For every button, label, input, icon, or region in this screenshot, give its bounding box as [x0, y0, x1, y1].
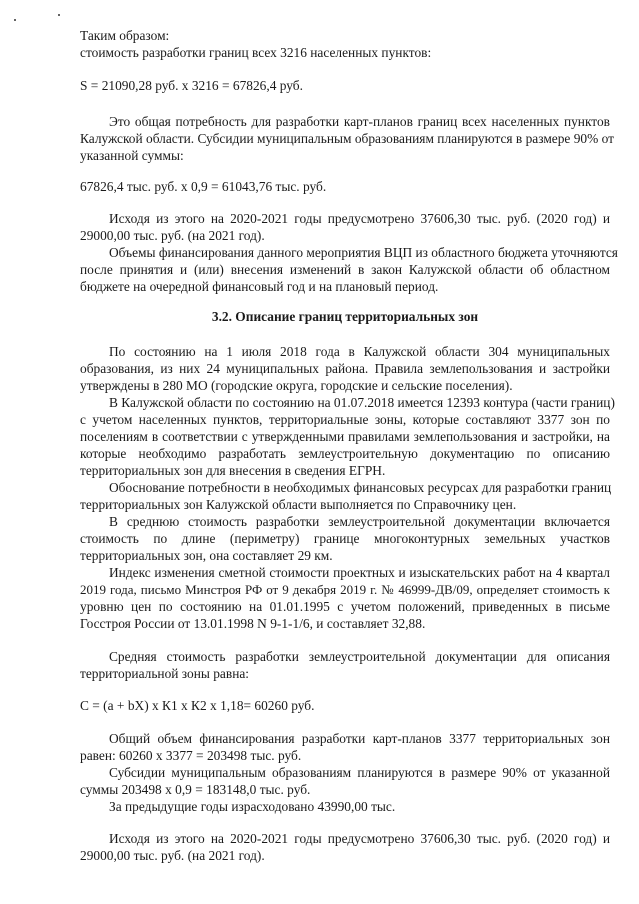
text-line: после принятия и (или) внесения изменений в закон Калужской области об областном — [80, 262, 610, 277]
text-line: указанной суммы: — [80, 148, 184, 163]
text-line: суммы 203498 х 0,9 = 183148,0 тыс. руб. — [80, 782, 311, 797]
text-line: Таким образом: — [80, 28, 170, 43]
text-line: В среднюю стоимость разработки землеустроительной документации включается — [109, 514, 610, 529]
text-line: В Калужской области по состоянию на 01.07.2018 имеется 12393 контура (части границ) — [109, 395, 615, 410]
text-line: Обоснование потребности в необходимых финансовых ресурсах для разработки границ — [109, 480, 612, 495]
text-line: территориальной зоны равна: — [80, 666, 250, 681]
text-line: стоимость разработки границ всех 3216 населенных пунктов: — [80, 45, 432, 60]
text-line: стоимость по длине (периметру) границе многоконтурных земельных участков — [80, 531, 610, 546]
text-line: Общий объем финансирования разработки карт-планов 3377 территориальных зон — [109, 731, 610, 746]
text-line: Исходя из этого на 2020-2021 годы предусмотрено 37606,30 тыс. руб. (2020 год) и — [109, 211, 610, 226]
text-line: Объемы финансирования данного мероприятия ВЦП из областного бюджета уточняются — [109, 245, 618, 260]
text-line: Это общая потребность для разработки карт-планов границ всех населенных пунктов — [109, 114, 610, 129]
scan-speck — [14, 19, 16, 21]
text-line: территориальных зон для внесения в сведения ЕГРН. — [80, 463, 386, 478]
text-line: 29000,00 тыс. руб. (на 2021 год). — [80, 848, 265, 863]
section-heading: 3.2. Описание границ территориальных зон — [211, 309, 479, 324]
scan-speck — [58, 14, 60, 16]
text-line: уровню цен по состоянию на 01.01.1995 с учетом положений, приведенных в письме — [80, 599, 610, 614]
text-line: Субсидии муниципальным образованиям планируются в размере 90% от указанной — [109, 765, 610, 780]
formula-line: 67826,4 тыс. руб. х 0,9 = 61043,76 тыс. руб. — [80, 179, 327, 194]
text-line: утверждены в 280 МО (городские округа, городские и сельские поселения). — [80, 378, 513, 393]
formula-line: С = (a + bX) х К1 х К2 х 1,18= 60260 руб. — [80, 698, 315, 713]
text-line: равен: 60260 х 3377 = 203498 тыс. руб. — [80, 748, 302, 763]
text-line: территориальных зон Калужской области выполняется по Справочнику цен. — [80, 497, 517, 512]
text-line: с учетом населенных пунктов, территориальные зоны, которые составляют 3377 зон по — [80, 412, 610, 427]
text-line: По состоянию на 1 июля 2018 года в Калужской области 304 муниципальных — [109, 344, 610, 359]
formula-line: S = 21090,28 руб. х 3216 = 67826,4 руб. — [80, 78, 303, 93]
text-line: поселениям в соответствии с утвержденными правилами землепользования и застройки, на — [80, 429, 610, 444]
text-line: 2019 года, письмо Минстроя РФ от 9 декабря 2019 г. № 46999-ДВ/09, определяет стоимость к — [80, 582, 610, 597]
text-line: Индекс изменения сметной стоимости проектных и изыскательских работ на 4 квартал — [109, 565, 610, 580]
text-line: образования, из них 24 муниципальных района. Правила землепользования и застройки — [80, 361, 610, 376]
text-line: За предыдущие годы израсходовано 43990,00 тыс. — [109, 799, 396, 814]
text-line: территориальных зон, она составляет 29 км. — [80, 548, 333, 563]
text-line: Исходя из этого на 2020-2021 годы предусмотрено 37606,30 тыс. руб. (2020 год) и — [109, 831, 610, 846]
text-line: которые необходимо разработать землеустроительную документацию по описанию — [80, 446, 610, 461]
text-line: Госстроя России от 13.01.1998 N 9-1-1/6, и составляет 32,88. — [80, 616, 426, 631]
text-line: Средняя стоимость разработки землеустроительной документации для описания — [109, 649, 610, 664]
text-line: Калужской области. Субсидии муниципальным образованиям планируются в размере 90% от — [80, 131, 614, 146]
text-line: бюджете на очередной финансовый год и на плановый период. — [80, 279, 439, 294]
text-line: 29000,00 тыс. руб. (на 2021 год). — [80, 228, 265, 243]
